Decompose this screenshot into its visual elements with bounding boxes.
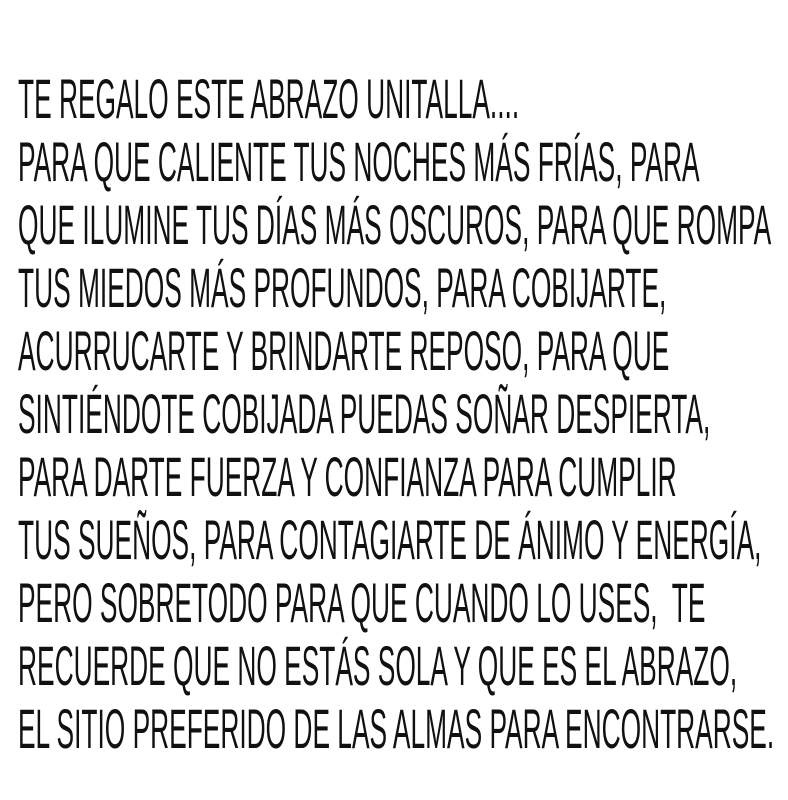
quote-line-text: RECUERDE QUE NO ESTÁS SOLA Y QUE ES EL ABRAZO, <box>18 634 738 697</box>
quote-line-text: TE REGALO ESTE ABRAZO UNITALLA.... <box>18 67 520 130</box>
quote-line <box>18 382 788 445</box>
quote-line-text: PERO SOBRETODO PARA QUE CUANDO LO USES, TE <box>18 571 706 634</box>
quote-text-block <box>18 67 788 760</box>
quote-line-text: ACURRUCARTE Y BRINDARTE REPOSO, PARA QUE <box>18 319 670 382</box>
quote-line-text: PARA DARTE FUERZA Y CONFIANZA PARA CUMPLIR <box>18 445 677 508</box>
quote-line <box>18 508 788 571</box>
quote-line <box>18 319 788 382</box>
quote-line-text: TUS MIEDOS MÁS PROFUNDOS, PARA COBIJARTE, <box>18 256 667 319</box>
quote-line <box>18 67 788 130</box>
quote-line <box>18 697 788 760</box>
quote-line <box>18 130 788 193</box>
quote-line <box>18 571 788 634</box>
quote-line <box>18 634 788 697</box>
quote-line <box>18 445 788 508</box>
quote-line-text: TUS SUEÑOS, PARA CONTAGIARTE DE ÁNIMO Y ENERGÍA, <box>18 508 762 571</box>
quote-line-text: PARA QUE CALIENTE TUS NOCHES MÁS FRÍAS, PARA <box>18 130 700 193</box>
quote-line <box>18 193 788 256</box>
quote-line-text: SINTIÉNDOTE COBIJADA PUEDAS SOÑAR DESPIERTA, <box>18 382 711 445</box>
quote-line-text: EL SITIO PREFERIDO DE LAS ALMAS PARA ENCONTRARSE. <box>18 697 775 760</box>
quote-line <box>18 256 788 319</box>
quote-line-text: QUE ILUMINE TUS DÍAS MÁS OSCUROS, PARA QUE ROMPA <box>18 193 772 256</box>
